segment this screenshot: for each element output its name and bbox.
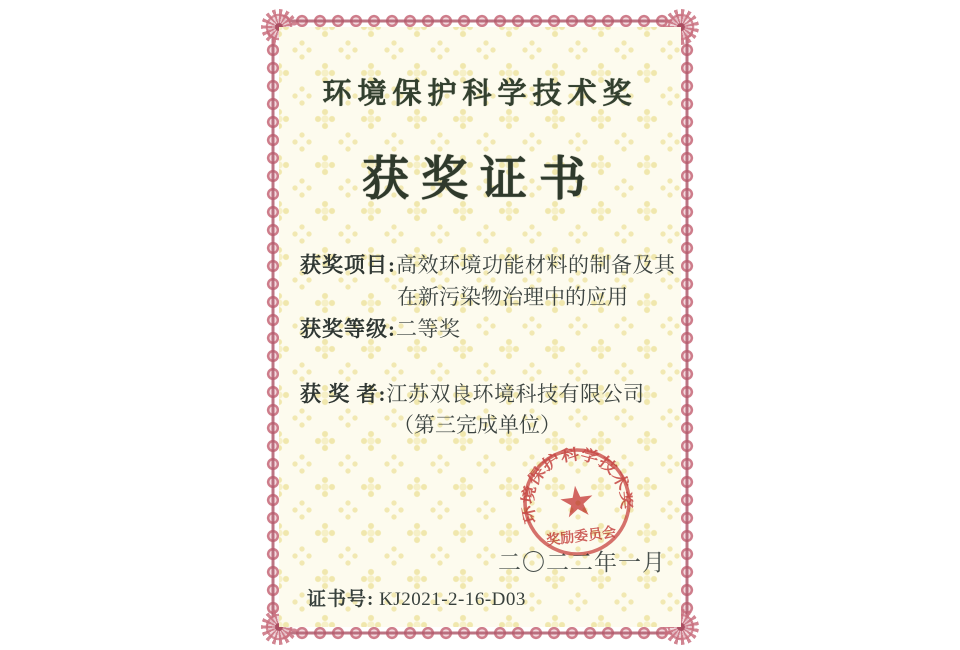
field-winner-value: 江苏双良环境科技有限公司 bbox=[386, 382, 645, 406]
certificate bbox=[265, 13, 695, 641]
issue-date: 二〇二二年一月 bbox=[498, 550, 666, 575]
certificate-title: 获奖证书 bbox=[362, 154, 598, 206]
seal-bottom-text: 奖励委员会 bbox=[545, 525, 617, 549]
field-grade-label: 获奖等级: bbox=[300, 317, 396, 341]
field-grade-value: 二等奖 bbox=[396, 317, 461, 341]
field-project bbox=[300, 253, 676, 278]
certificate-number-value: KJ2021-2-16-D03 bbox=[379, 589, 526, 610]
field-winner-label: 获 奖 者: bbox=[300, 382, 387, 406]
field-winner-note: （第三完成单位） bbox=[393, 413, 561, 437]
seal-arc-text: 环境保护科学技术奖 bbox=[519, 446, 635, 526]
award-title: 环境保护科学技术奖 bbox=[322, 78, 638, 110]
official-seal bbox=[515, 440, 640, 565]
field-grade bbox=[300, 317, 461, 342]
frame-border-bottom bbox=[275, 625, 685, 641]
frame-border-right bbox=[679, 23, 695, 631]
field-project-value: 高效环境功能材料的制备及其 bbox=[396, 253, 676, 277]
field-project-label: 获奖项目: bbox=[300, 253, 396, 277]
field-project-value-line2: 在新污染物治理中的应用 bbox=[397, 285, 628, 309]
certificate-number bbox=[307, 584, 526, 611]
field-winner bbox=[300, 382, 645, 407]
seal-star-icon: ★ bbox=[555, 474, 599, 529]
certificate-number-label: 证书号: bbox=[307, 589, 375, 610]
